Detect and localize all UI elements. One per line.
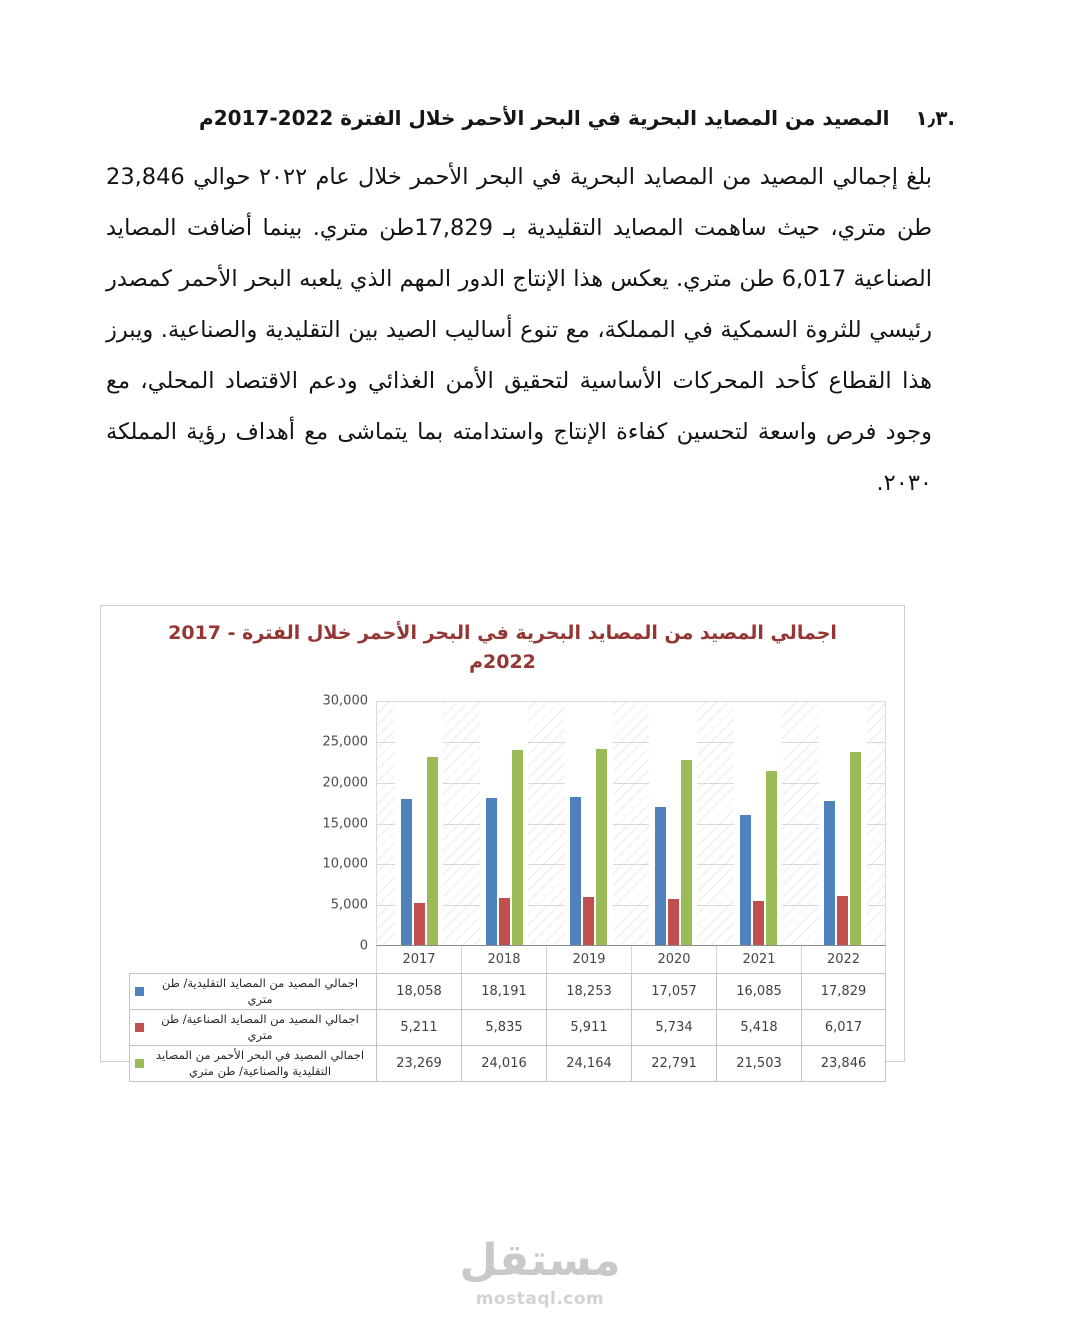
table-row: [129, 973, 886, 1009]
y-axis-tick-label: 5,000: [330, 897, 368, 913]
x-axis-label: 2022: [801, 946, 886, 973]
bar: [596, 749, 607, 945]
bar-band: [734, 702, 782, 945]
bar-band: [395, 702, 443, 945]
table-value-cell: 18,191: [461, 974, 546, 1009]
bar: [753, 901, 764, 945]
y-axis-tick-label: 15,000: [322, 816, 368, 831]
bar: [401, 799, 412, 945]
table-value-cell: 23,846: [801, 1046, 886, 1081]
table-value-cell: 5,211: [376, 1010, 461, 1045]
bar: [512, 750, 523, 945]
mostaql-logo: مستقل: [459, 1235, 621, 1286]
series-label-cell: [129, 974, 376, 1009]
series-label: اجمالي المصيد من المصايد التقليدية/ طن متري: [161, 976, 359, 1006]
bar: [824, 801, 835, 945]
body-paragraph: بلغ إجمالي المصيد من المصايد البحرية في البحر الأحمر خلال عام ٢٠٢٢ حوالي 23,846 طن متري، حيث ساهمت المصايد التقليدية بـ 17,829طن متري. بينما أضافت المصايد الصناعية 6,017 طن متري. يعكس هذا الإنتاج الدور المهم الذي يلعبه البحر الأحمر كمصدر رئيسي للثروة السمكية في المملكة، مع تنوع أساليب الصيد بين التقليدية والصناعية. ويبرز هذا القطاع كأحد المحركات الأساسية لتحقيق الأمن الغذائي ودعم الاقتصاد المحلي، مع وجود فرص واسعة لتحسين كفاءة الإنتاج واستدامته بما يتماشى مع أهداف رؤية المملكة ٢٠٣٠.: [106, 164, 932, 496]
category-group: [716, 702, 801, 945]
category-group: [800, 702, 885, 945]
y-axis-tick-label: 30,000: [322, 693, 368, 709]
section-heading: [110, 106, 955, 130]
table-value-cell: 23,269: [376, 1046, 461, 1081]
bar: [850, 752, 861, 945]
table-value-cell: 22,791: [631, 1046, 716, 1081]
table-value-cell: 5,911: [546, 1010, 631, 1045]
x-axis-label: 2017: [376, 946, 461, 973]
table-value-cell: 5,835: [461, 1010, 546, 1045]
bar-groups: [377, 702, 885, 945]
bar: [583, 897, 594, 945]
bar: [837, 896, 848, 945]
y-axis-tick-label: 10,000: [322, 856, 368, 872]
category-group: [546, 702, 631, 945]
y-axis-tick-label: 0: [359, 938, 368, 954]
plot-area: [376, 701, 886, 946]
legend-marker: [135, 987, 144, 996]
bar: [740, 815, 751, 945]
bar: [766, 771, 777, 945]
x-axis-labels-row: [376, 946, 886, 973]
series-label: اجمالي المصيد من المصايد الصناعية/ طن متري: [161, 1012, 359, 1042]
bar: [668, 899, 679, 945]
x-axis-label: 2019: [546, 946, 631, 973]
bar: [570, 797, 581, 945]
table-value-cell: 17,829: [801, 974, 886, 1009]
table-value-cell: 17,057: [631, 974, 716, 1009]
table-value-cell: 24,164: [546, 1046, 631, 1081]
table-value-cell: 5,418: [716, 1010, 801, 1045]
y-axis-tick-label: 20,000: [322, 775, 368, 791]
table-value-cell: 21,503: [716, 1046, 801, 1081]
x-axis-label: 2021: [716, 946, 801, 973]
y-axis-labels: [101, 693, 368, 954]
series-label-cell: [129, 1010, 376, 1045]
table-value-cell: 18,253: [546, 974, 631, 1009]
bar-band: [649, 702, 697, 945]
category-group: [377, 702, 462, 945]
table-value-cell: 18,058: [376, 974, 461, 1009]
bar-band: [480, 702, 528, 945]
legend-marker: [135, 1023, 144, 1032]
watermark-site-url: mostaql.com: [475, 1288, 605, 1309]
table-value-cell: 16,085: [716, 974, 801, 1009]
watermark: [0, 1236, 1080, 1309]
legend-marker: [135, 1059, 144, 1068]
x-axis-label: 2018: [461, 946, 546, 973]
table-value-cell: 6,017: [801, 1010, 886, 1045]
table-row: [129, 1009, 886, 1045]
bar: [486, 798, 497, 945]
bar: [655, 807, 666, 945]
x-axis-label: 2020: [631, 946, 716, 973]
table-value-cell: 24,016: [461, 1046, 546, 1081]
chart-title-line1: اجمالي المصيد من المصايد البحرية في البحر الأحمر خلال الفترة - 2017: [168, 622, 837, 644]
category-group: [462, 702, 547, 945]
chart-data-table: [129, 946, 886, 1082]
chart-container: [100, 605, 905, 1078]
category-group: [631, 702, 716, 945]
bar: [427, 757, 438, 945]
bar-band: [565, 702, 613, 945]
y-axis-tick-label: 25,000: [322, 734, 368, 750]
series-label: اجمالي المصيد في البحر الأحمر من المصايد التقليدية والصناعية/ طن متري: [155, 1048, 365, 1078]
section-number: ١٫٣.: [915, 106, 955, 130]
section-title: المصيد من المصايد البحرية في البحر الأحمر خلال الفترة 2022-2017م: [199, 106, 890, 130]
bar: [681, 760, 692, 945]
table-row: [129, 1045, 886, 1082]
series-label-cell: [129, 1046, 376, 1081]
bar: [499, 898, 510, 945]
chart-title-line2: 2022م: [469, 651, 536, 673]
bar-band: [819, 702, 867, 945]
chart-title: [101, 619, 904, 677]
bar: [414, 903, 425, 945]
table-value-cell: 5,734: [631, 1010, 716, 1045]
